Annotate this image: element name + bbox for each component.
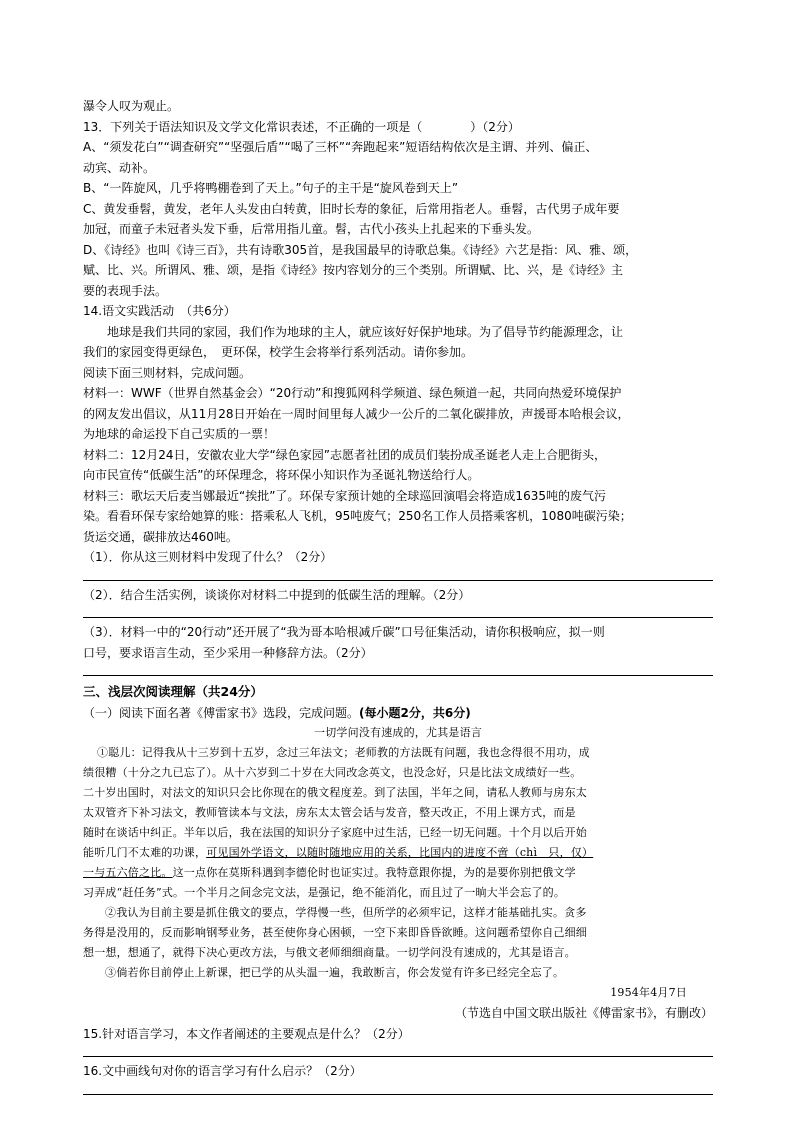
- material-3: 材料三：歌坛天后麦当娜最近“挨批”了。环保专家预计她的全球巡回演唱会将造成1635吨的废气污: [83, 488, 606, 503]
- material-1-cont: 的网友发出倡议，从11月28日开始在一周时间里每人减少一公斤的二氧化碳排放，声援哥本哈根会议，: [83, 406, 630, 421]
- passage-p1-underline-line: 能听几门不太难的功课，可见国外学语文，以随时随地应用的关系，比国内的进度不啻（chì 只，仅）: [83, 846, 594, 859]
- option-d: D、《诗经》也叫《诗三百》，共有诗歌305首，是我国最早的诗歌总集。《诗经》六艺是指：风、雅、颂，: [83, 242, 638, 257]
- option-c-cont: 加冠，而童子未冠者头发下垂，后常用指儿童。髫，古代小孩头上扎起来的下垂头发。: [83, 222, 540, 236]
- material-1: 材料一：WWF（世界自然基金会）“20行动”和搜狐网科学频道、绿色频道一起，共同向热爱环境保护: [83, 386, 622, 400]
- question-14-title: 14.语文实践活动 （共6分）: [83, 304, 236, 318]
- q14-instructions: 阅读下面三则材料，完成问题。: [83, 365, 252, 380]
- passage-p1-cont: 习弄成“赶任务”式。一个半月之间念完文法，是强记，绝不能消化，而且过了一晌大半会忘了的。: [83, 886, 566, 899]
- answer-line[interactable]: [83, 1044, 713, 1057]
- option-a-cont: 动宾、动补。: [83, 160, 156, 175]
- passage-p2: ②我认为目前主要是抓住俄文的要点，学得慢一些，但所学的必须牢记，这样才能基础扎实。贪多: [105, 906, 587, 919]
- passage-p2-cont: 务得是没用的，反而影响钢琴业务，甚至使你身心困顿，一空下来即昏昏欲睡。这问题希望你自己细细: [83, 926, 587, 939]
- q14-sub3-cont: 口号，要求语言生动，至少采用一种修辞方法。（2分）: [83, 645, 373, 660]
- passage-p3: ③倘若你目前停止上新课，把已学的从头温一遍，我敢断言，你会发觉有许多已经完全忘了。: [105, 966, 565, 979]
- passage-p2-cont: 想一想，想通了，就得下决心更改方法，与俄文老师细细商量。一切学问没有速成的，尤其是语言。: [83, 946, 576, 959]
- text-line: 瀑令人叹为观止。: [83, 99, 180, 113]
- passage-title: 一切学问没有速成的，尤其是语言: [314, 726, 482, 739]
- passage-p1-cont: 绩很糟（十分之九已忘了）。从十六岁到二十岁在大同改念英文，也没念好，只是比法文成绩好一些。: [83, 766, 582, 779]
- option-d-cont: 赋、比、兴。所谓风、雅、颂，是指《诗经》按内容划分的三个类别。所谓赋、比、兴，是《诗经》主: [83, 263, 624, 277]
- answer-line[interactable]: [83, 663, 713, 676]
- q14-sub3: （3）．材料一中的“20行动”还开展了“我为哥本哈根减斤碳”口号征集活动，请你积极响应，拟一则: [83, 625, 605, 639]
- exam-page: [83, 96, 713, 1099]
- answer-line[interactable]: [83, 568, 713, 581]
- underlined-sentence-end: 一与五六倍之比。: [83, 866, 173, 879]
- option-b: B、“一阵旋风，几乎将鸭棚卷到了天上。”句子的主干是“旋风卷到天上”: [83, 181, 459, 195]
- answer-line[interactable]: [83, 1082, 713, 1095]
- material-1-cont: 为地球的命运投下自己实质的一票！: [83, 427, 276, 441]
- answer-line[interactable]: [83, 605, 713, 618]
- option-d-cont: 要的表现手法。: [83, 283, 168, 298]
- passage-p1-cont: 一与五六倍之比。这一点你在莫斯科遇到李德伦时也证实过。我特意跟你提，为的是要你别把俄文学: [83, 866, 576, 879]
- option-c: C、黄发垂髫，黄发，老年人头发由白转黄，旧时长寿的象征，后常用指老人。垂髫，古代男子成年要: [83, 201, 620, 216]
- passage-p1-cont: 随时在谈话中纠正。半年以后，我在法国的知识分子家庭中过生活，已经一切无问题。十个月以后开始: [83, 826, 587, 839]
- passage-source: （节选自中国文联出版社《傅雷家书》，有删改）: [454, 1006, 713, 1020]
- material-3-cont: 货运交通，碳排放达460吨。: [83, 529, 238, 544]
- q14-sub2: （2）．结合生活实例，谈谈你对材料二中提到的低碳生活的理解。（2分）: [83, 587, 471, 602]
- question-16: 16.文中画线句对你的语言学习有什么启示？（2分）: [83, 1064, 362, 1078]
- passage-p1-cont: 太双管齐下补习法文，教师管读本与文法，房东太太管会话与发音，整天改正，不用上课方式，而是: [83, 806, 576, 819]
- passage-p1: ①聪儿：记得我从十三岁到十五岁，念过三年法文；老师教的方法既有问题，我也念得很不用功，成: [97, 746, 590, 759]
- material-2-cont: 向市民宣传“低碳生活”的环保理念，将环保小知识作为圣诞礼物送给行人。: [83, 468, 480, 482]
- q14-intro: 地球是我们共同的家园，我们作为地球的主人，就应该好好保护地球。为了倡导节约能源理念，让: [107, 324, 624, 339]
- question-15: 15.针对语言学习，本文作者阐述的主要观点是什么？（2分）: [83, 1026, 410, 1041]
- question-13: 13．下列关于语法知识及文学文化常识表述，不正确的一项是（ ）（2分）: [83, 119, 520, 134]
- q14-intro-cont: 我们的家园变得更绿色， 更环保，校学生会将举行系列活动。请你参加。: [83, 345, 474, 359]
- passage-date: 1954年4月7日: [610, 986, 687, 999]
- passage-p1-cont: 二十岁出国时，对法文的知识只会比你现在的俄文程度差。到了法国，半年之间，请私人教师与房东太: [83, 786, 587, 799]
- section-3-title: 三、浅层次阅读理解（共24分）: [83, 684, 263, 699]
- underlined-sentence: 可见国外学语文，以随时随地应用的关系，: [206, 846, 420, 859]
- material-3-cont: 染。看看环保专家给她算的账：搭乘私人飞机，95吨废气；250名工作人员搭乘客机，1080吨碳污染；: [83, 509, 632, 523]
- q14-sub1: （1）．你从这三则材料中发现了什么？（2分）: [83, 550, 333, 564]
- option-a: A、“须发花白”“调查研究”“坚强后盾”“喝了三杯”“奔跑起来”短语结构依次是主谓、并列、偏正、: [83, 140, 598, 154]
- material-2: 材料二：12月24日，安徽农业大学“绿色家园”志愿者社团的成员们装扮成圣诞老人走上合肥街头，: [83, 447, 606, 462]
- section-3-subtitle: （一）阅读下面名著《傅雷家书》选段，完成问题。(每小题2分，共6分): [83, 705, 471, 720]
